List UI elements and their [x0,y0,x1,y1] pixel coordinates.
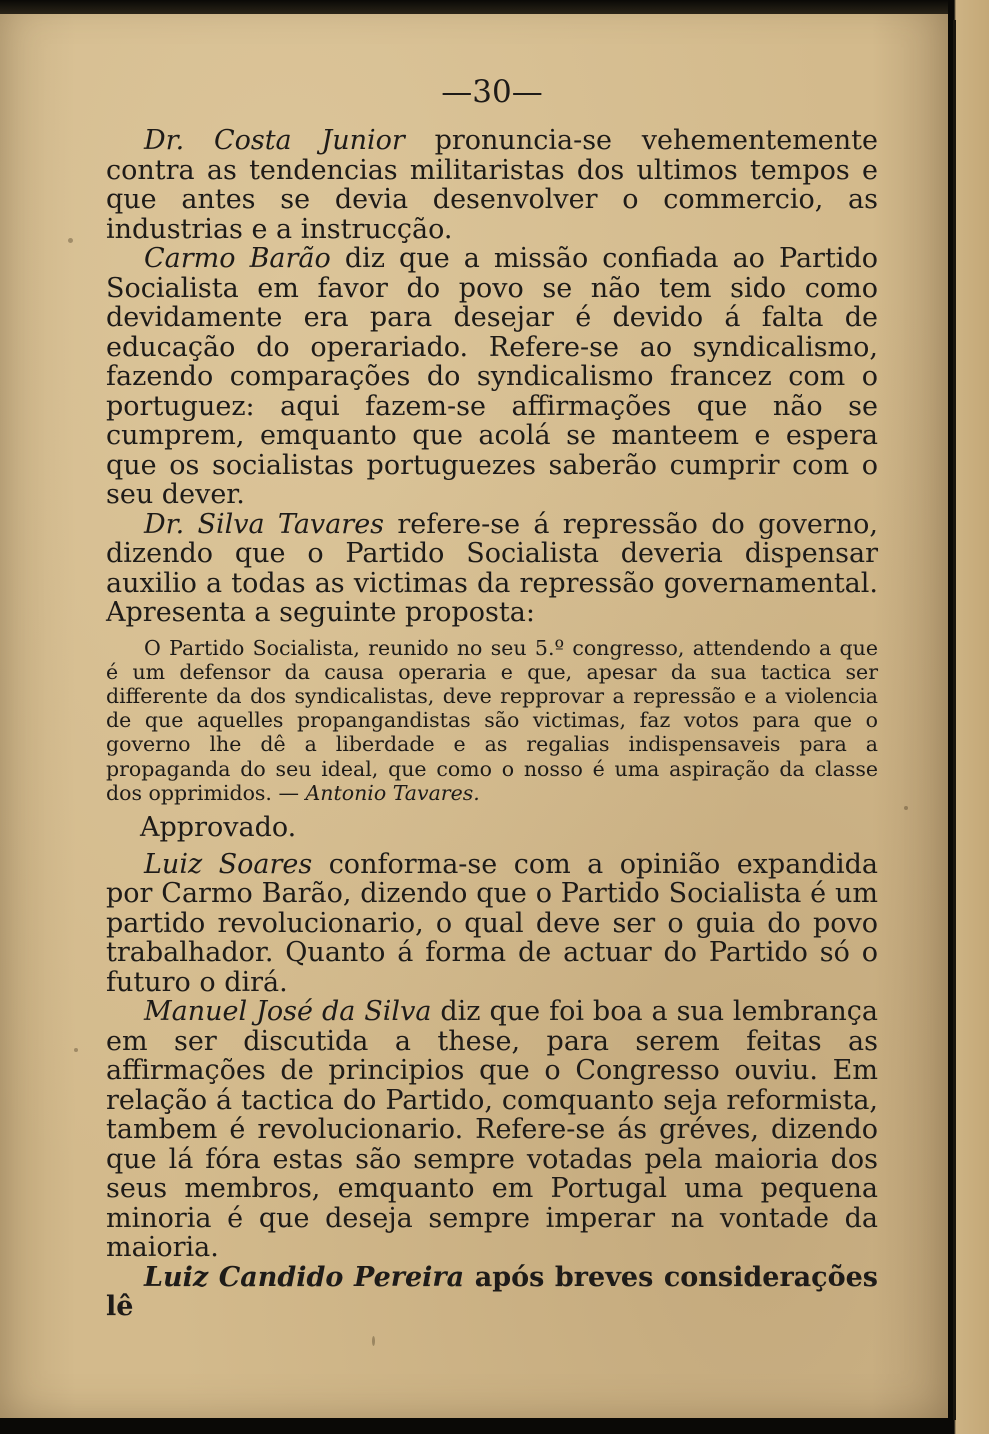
book-edge-line [953,20,956,1420]
paragraph-costa-junior [106,126,878,244]
paragraph-text: diz que a missão confiada ao Partido Socialista em favor do povo se não tem sido como devidamente era para desejar é devido á falta de educação do operariado. Refere-se ao syndicalismo, fazendo comparações do syndicalismo francez com o portuguez: aqui fazem-se affirmações que não se cumprem, emquanto que acolá se manteem e espera que os socialistas portuguezes saberão cumprir com o seu dever. [106,243,878,510]
proposal-author: Antonio Tavares. [305,780,480,805]
paragraph-text: conforma-se com a opinião expandida por Carmo Barão, dizendo que o Partido Socialista é um partido revolucionario, o qual deve ser o guia do povo trabalhador. Quanto á forma de actuar do Partido só o futuro o dirá. [106,848,878,998]
proposal-text [106,636,878,805]
speaker-name: Dr. Costa Junior [144,125,405,156]
speaker-name: Carmo Barão [144,243,331,274]
paper-speck [74,1048,78,1052]
paragraph-luiz-candido-pereira [106,1263,878,1322]
paragraph-text: após breves considerações lê [106,1261,878,1323]
page-number: —30— [441,74,543,110]
speaker-name: Dr. Silva Tavares [144,508,385,540]
page-content [106,70,878,1322]
scan-bottom-border [0,1418,950,1434]
speaker-name: Manuel José da Silva [144,996,432,1028]
proposal-body: O Partido Socialista, reunido no seu 5.º congresso, attendendo a que é um defensor da causa operaria e que, apesar da sua tactica ser differente da dos syndicalistas, deve repprovar a repressão e a violencia de que aquelles propangandistas são victimas, faz votos para que o governo lhe dê a liberdade e as regalias indispensaveis para a propaganda do seu ideal, que como o nosso é uma aspiração da classe dos opprimidos. — [106,635,878,805]
paragraph-carmo-barao [106,244,878,510]
book-edge [950,0,989,1434]
speaker-name: Luiz Candido Pereira [144,1261,465,1293]
paper-speck [68,238,73,243]
scan-top-border [0,0,948,14]
paper-speck [904,806,908,810]
paragraph-luiz-soares [106,850,878,998]
paragraph-silva-tavares [106,510,878,628]
paper-speck [372,1336,375,1346]
approved-note: Approvado. [140,811,297,843]
speaker-name: Luiz Soares [144,848,313,880]
paragraph-text: pronuncia-se vehementemente contra as tendencias militaristas dos ultimos tempos e que antes se devia desenvolver o commercio, as industrias e a instrucção. [106,125,878,245]
paragraph-manuel-jose-da-silva [106,997,878,1263]
paragraph-text: diz que foi boa a sua lembrança em ser discutida a these, para serem feitas as affirmações de principios que o Congresso ouviu. Em relação á tactica do Partido, comquanto seja reformista, tambem é revolucionario. Refere-se ás gréves, dizendo que lá fóra estas são sempre votadas pela maioria dos seus membros, emquanto em Portugal uma pequena minoria é que deseja sempre imperar na vontade da maioria. [106,996,878,1264]
paragraph-text: refere-se á repressão do governo, dizendo que o Partido Socialista deveria dispensar auxilio a todas as victimas da repressão governamental. Apresenta a seguinte proposta: [106,508,878,628]
